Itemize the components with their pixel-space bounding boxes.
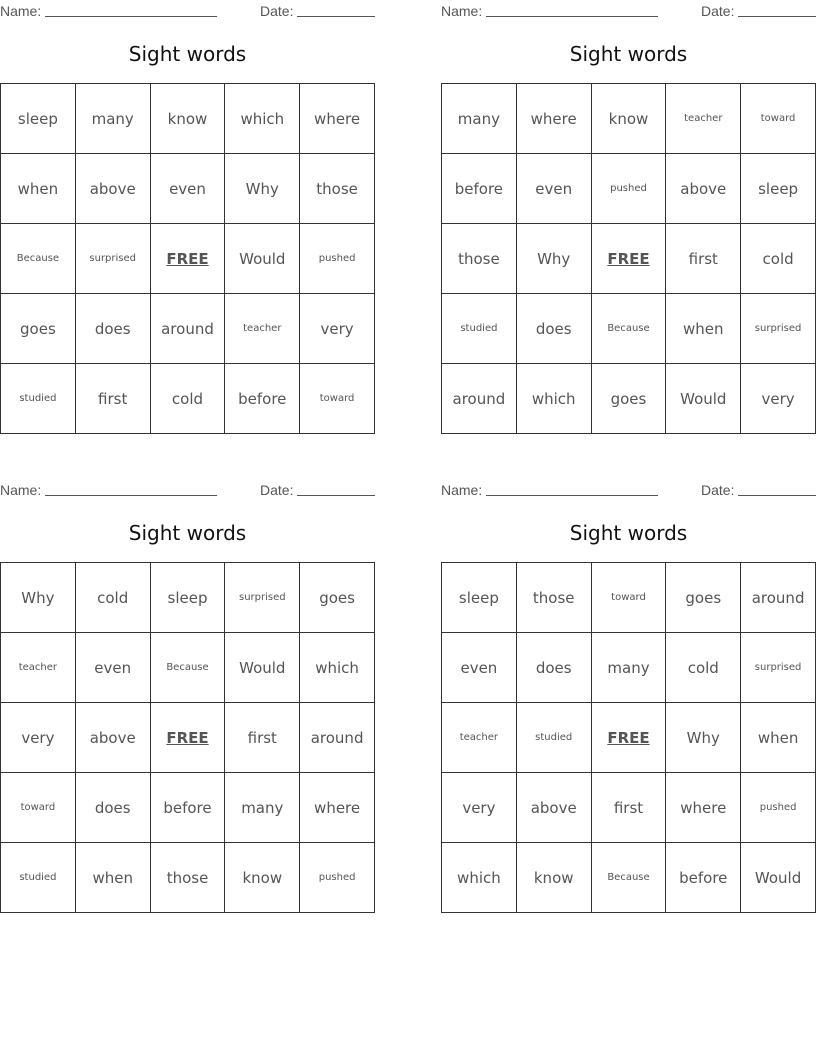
word-cell: surprised [75, 224, 150, 294]
word-cell: even [516, 154, 591, 224]
word-cell: studied [1, 843, 76, 913]
grid-row [442, 633, 816, 703]
word-cell: know [516, 843, 591, 913]
date-label: Date: [260, 482, 294, 498]
word-cell: surprised [225, 563, 300, 633]
grid-row [1, 84, 375, 154]
word-cell: many [442, 84, 517, 154]
word-cell: sleep [1, 84, 76, 154]
date-label: Date: [701, 482, 735, 498]
name-label: Name: [441, 3, 483, 19]
grid-row [1, 224, 375, 294]
word-cell: many [225, 773, 300, 843]
grid-row [1, 364, 375, 434]
word-cell: Because [591, 843, 666, 913]
word-cell: above [516, 773, 591, 843]
card-title: Sight words [569, 521, 688, 545]
word-cell: very [442, 773, 517, 843]
word-cell: many [591, 633, 666, 703]
word-cell: which [300, 633, 375, 703]
word-cell: Would [741, 843, 816, 913]
word-cell: those [300, 154, 375, 224]
grid-row [442, 563, 816, 633]
word-cell: those [516, 563, 591, 633]
word-cell: around [300, 703, 375, 773]
grid-row [442, 364, 816, 434]
word-cell: studied [516, 703, 591, 773]
free-space-cell: FREE [591, 703, 666, 773]
word-cell: sleep [741, 154, 816, 224]
bingo-card [0, 479, 375, 914]
bingo-card [441, 479, 816, 914]
free-space-cell: FREE [150, 703, 225, 773]
word-cell: studied [442, 294, 517, 364]
date-blank-line [297, 495, 375, 496]
name-blank-line [486, 495, 658, 496]
card-title: Sight words [128, 42, 247, 66]
word-cell: toward [1, 773, 76, 843]
word-cell: teacher [666, 84, 741, 154]
card-header [441, 479, 816, 499]
grid-row [1, 633, 375, 703]
word-cell: cold [666, 633, 741, 703]
name-label: Name: [0, 3, 42, 19]
word-cell: goes [666, 563, 741, 633]
word-cell: first [591, 773, 666, 843]
word-cell: cold [741, 224, 816, 294]
word-cell: surprised [741, 294, 816, 364]
word-cell: goes [1, 294, 76, 364]
word-cell: Why [516, 224, 591, 294]
bingo-grid [441, 562, 816, 913]
grid-row [442, 703, 816, 773]
bingo-card [441, 0, 816, 435]
grid-row [442, 773, 816, 843]
word-cell: before [150, 773, 225, 843]
word-cell: does [516, 633, 591, 703]
word-cell: toward [741, 84, 816, 154]
name-blank-line [45, 495, 217, 496]
word-cell: above [75, 703, 150, 773]
word-cell: Because [591, 294, 666, 364]
name-label: Name: [441, 482, 483, 498]
bingo-grid [0, 562, 375, 913]
word-cell: very [300, 294, 375, 364]
name-label: Name: [0, 482, 42, 498]
word-cell: above [666, 154, 741, 224]
grid-row [442, 224, 816, 294]
word-cell: know [150, 84, 225, 154]
grid-row [1, 843, 375, 913]
grid-row [442, 843, 816, 913]
free-space-cell: FREE [591, 224, 666, 294]
word-cell: cold [75, 563, 150, 633]
word-cell: even [75, 633, 150, 703]
bingo-grid [0, 83, 375, 434]
word-cell: even [442, 633, 517, 703]
word-cell: when [1, 154, 76, 224]
word-cell: when [75, 843, 150, 913]
word-cell: pushed [591, 154, 666, 224]
word-cell: cold [150, 364, 225, 434]
word-cell: toward [300, 364, 375, 434]
word-cell: pushed [741, 773, 816, 843]
word-cell: Because [150, 633, 225, 703]
word-cell: very [741, 364, 816, 434]
word-cell: above [75, 154, 150, 224]
card-title: Sight words [128, 521, 247, 545]
word-cell: goes [300, 563, 375, 633]
word-cell: Would [666, 364, 741, 434]
word-cell: Would [225, 633, 300, 703]
date-label: Date: [701, 3, 735, 19]
word-cell: know [591, 84, 666, 154]
word-cell: those [442, 224, 517, 294]
word-cell: teacher [442, 703, 517, 773]
word-cell: toward [591, 563, 666, 633]
date-blank-line [297, 16, 375, 17]
free-space-cell: FREE [150, 224, 225, 294]
word-cell: pushed [300, 224, 375, 294]
word-cell: which [516, 364, 591, 434]
card-header [0, 0, 375, 20]
name-blank-line [486, 16, 658, 17]
word-cell: where [666, 773, 741, 843]
word-cell: does [75, 294, 150, 364]
word-cell: goes [591, 364, 666, 434]
word-cell: when [666, 294, 741, 364]
word-cell: know [225, 843, 300, 913]
word-cell: sleep [150, 563, 225, 633]
word-cell: which [442, 843, 517, 913]
grid-row [1, 154, 375, 224]
word-cell: which [225, 84, 300, 154]
card-header [441, 0, 816, 20]
word-cell: where [300, 773, 375, 843]
word-cell: does [516, 294, 591, 364]
word-cell: before [225, 364, 300, 434]
grid-row [442, 294, 816, 364]
word-cell: where [300, 84, 375, 154]
word-cell: Would [225, 224, 300, 294]
word-cell: first [666, 224, 741, 294]
word-cell: pushed [300, 843, 375, 913]
word-cell: Why [1, 563, 76, 633]
bingo-grid [441, 83, 816, 434]
word-cell: Why [225, 154, 300, 224]
date-blank-line [738, 495, 816, 496]
word-cell: teacher [225, 294, 300, 364]
grid-row [1, 773, 375, 843]
word-cell: before [442, 154, 517, 224]
name-blank-line [45, 16, 217, 17]
word-cell: when [741, 703, 816, 773]
word-cell: first [225, 703, 300, 773]
word-cell: very [1, 703, 76, 773]
word-cell: around [442, 364, 517, 434]
word-cell: before [666, 843, 741, 913]
date-blank-line [738, 16, 816, 17]
grid-row [1, 563, 375, 633]
grid-row [442, 84, 816, 154]
date-label: Date: [260, 3, 294, 19]
word-cell: sleep [442, 563, 517, 633]
word-cell: even [150, 154, 225, 224]
card-header [0, 479, 375, 499]
grid-row [1, 294, 375, 364]
word-cell: around [741, 563, 816, 633]
grid-row [442, 154, 816, 224]
word-cell: Because [1, 224, 76, 294]
word-cell: where [516, 84, 591, 154]
word-cell: around [150, 294, 225, 364]
word-cell: teacher [1, 633, 76, 703]
card-title: Sight words [569, 42, 688, 66]
word-cell: studied [1, 364, 76, 434]
bingo-card [0, 0, 375, 435]
word-cell: first [75, 364, 150, 434]
word-cell: Why [666, 703, 741, 773]
grid-row [1, 703, 375, 773]
word-cell: surprised [741, 633, 816, 703]
word-cell: those [150, 843, 225, 913]
word-cell: does [75, 773, 150, 843]
word-cell: many [75, 84, 150, 154]
